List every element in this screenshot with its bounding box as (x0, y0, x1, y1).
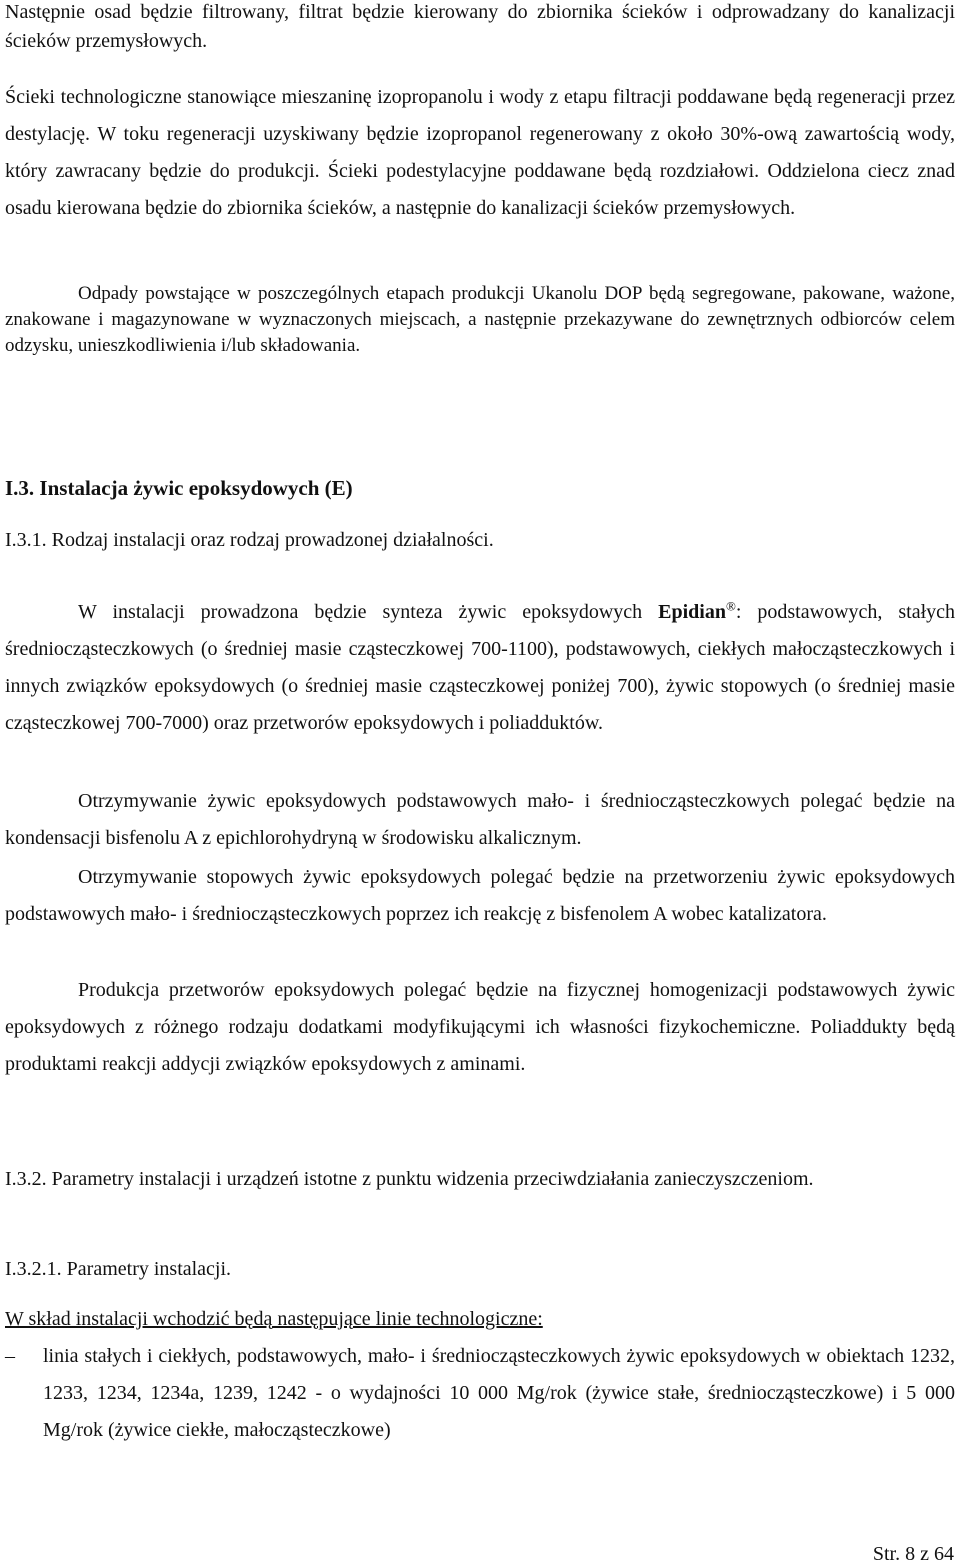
section-heading-i3: I.3. Instalacja żywic epoksydowych (E) (5, 476, 353, 500)
subsection-heading-i321: I.3.2.1. Parametry instalacji. (5, 1258, 232, 1280)
paragraph-epoxy-synthesis-rest: : podstawowych, stałych średniocząsteczkowych (o średniej masie cząsteczkowej 700-1100), podstawowych, ciekłych małocząsteczkowych i innych związków epoksydowych (o średniej masie cząsteczkowej poniżej 700), żywic stopowych (o średniej masie cząsteczkowej 700-7000) oraz przetworów epoksydowych i poliadduktów. (5, 601, 956, 734)
subsection-heading-i31: I.3.1. Rodzaj instalacji oraz rodzaj prowadzonej działalności. (5, 529, 494, 551)
paragraph-epoxy-synthesis (5, 594, 955, 742)
paragraph-epoxy-synthesis-start: W instalacji prowadzona będzie synteza żywic epoksydowych (78, 601, 659, 623)
paragraph-process-wastewater (5, 79, 955, 227)
list-item-text: linia stałych i ciekłych, podstawowych, mało- i średniocząsteczkowych żywic epoksydowych w obiektach 1232, 1233, 1234, 1234a, 1239, 1242 - o wydajności 10 000 Mg/rok (żywice stałe, średniocząsteczkowe) i 5 000 Mg/rok (żywice ciekłe, małocząsteczkowe) (43, 1345, 955, 1441)
list-item (5, 1338, 955, 1449)
paragraph-epoxy-preparations: Produkcja przetworów epoksydowych polegać będzie na fizycznej homogenizacji podstawowych żywic epoksydowych z różnego rodzaju dodatkami modyfikującymi ich własności fizykochemiczne. Poliaddukty będą produktami reakcji addycji związków epoksydowych z aminami. (5, 979, 955, 1075)
page-number: Str. 8 z 64 (872, 1543, 954, 1565)
list-dash: – (5, 1345, 15, 1367)
subsection-heading-i32: I.3.2. Parametry instalacji i urządzeń istotne z punktu widzenia przeciwdziałania zanieczyszczeniom. (5, 1168, 814, 1190)
paragraph-alloy-resins: Otrzymywanie stopowych żywic epoksydowych polegać będzie na przetworzeniu żywic epoksydowych podstawowych mało- i średniocząsteczkowych poprzez ich reakcję z bisfenolem A wobec katalizatora. (5, 866, 955, 925)
paragraph-waste: Odpady powstające w poszczególnych etapach produkcji Ukanolu DOP będą segregowane, pakowane, ważone, znakowane i magazynowane w wyznaczonych miejscach, a następnie przekazywane do zewnętrznych odbiorców celem odzysku, unieszkodliwienia i/lub składowania. (5, 283, 955, 356)
registered-mark: ® (725, 598, 736, 614)
paragraph-process-wastewater-part1: Ścieki technologiczne stanowiące mieszaninę izopropanolu i wody z etapu filtracji poddawane będą regeneracji przez destylację. (5, 86, 955, 145)
paragraph-filtration: Następnie osad będzie filtrowany, filtrat będzie kierowany do zbiornika ścieków i odprowadzany do kanalizacji ścieków przemysłowych. (5, 1, 955, 52)
paragraph-process-wastewater-part2: W toku regeneracji uzyskiwany będzie izopropanol regenerowany z około 30%-ową zawartością wody, który zawracany będzie do produkcji. Ścieki podestylacyjne poddawane będą rozdziałowi. Oddzielona ciecz znad osadu kierowana będzie do zbiornika ścieków, a następnie do kanalizacji ścieków przemysłowych. (5, 123, 955, 219)
list-intro (5, 1301, 955, 1338)
brand-epidian: Epidian (658, 601, 726, 623)
paragraph-basic-resins: Otrzymywanie żywic epoksydowych podstawowych mało- i średniocząsteczkowych polegać będzie na kondensacji bisfenolu A z epichlorohydryną w środowisku alkalicznym. (5, 790, 955, 849)
list-intro-text: W skład instalacji wchodzić będą następujące linie technologiczne: (5, 1308, 543, 1330)
